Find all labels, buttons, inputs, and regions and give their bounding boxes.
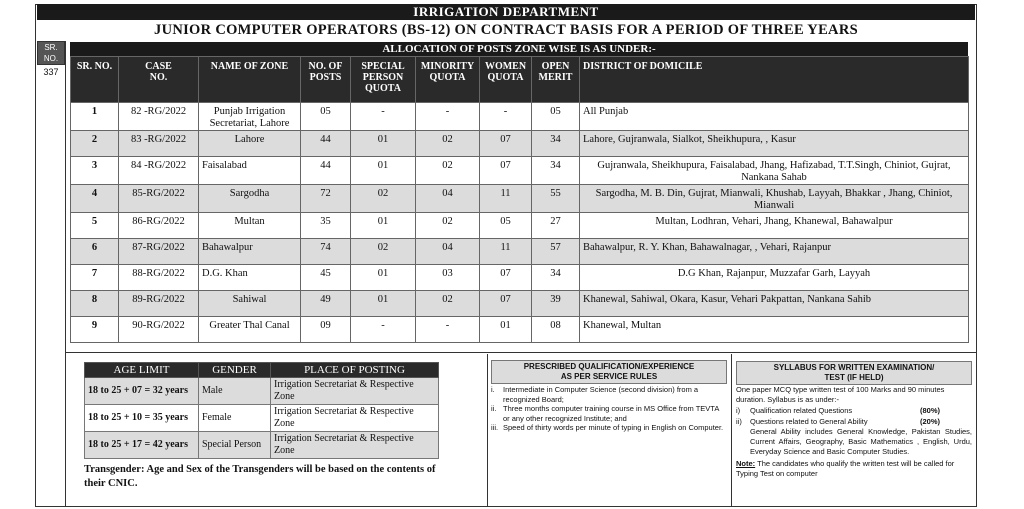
cell-women: 01 xyxy=(480,317,532,343)
department-heading: IRRIGATION DEPARTMENT xyxy=(37,4,975,20)
cell-minority: - xyxy=(416,317,480,343)
cell-case: 89-RG/2022 xyxy=(119,291,199,317)
syllabus-panel xyxy=(736,361,972,479)
cell-posts: 44 xyxy=(301,131,351,157)
list-item xyxy=(736,405,972,416)
cell-special: 01 xyxy=(351,213,416,239)
syllabus-note xyxy=(736,459,972,479)
age-header-row xyxy=(85,363,439,378)
cell-sr: 5 xyxy=(71,213,119,239)
cell-special: 01 xyxy=(351,157,416,185)
cell-sr: 6 xyxy=(71,239,119,265)
cell-minority: 02 xyxy=(416,157,480,185)
table-row xyxy=(71,213,969,239)
cell-posts: 72 xyxy=(301,185,351,213)
cell-minority: 03 xyxy=(416,265,480,291)
cell-zone: Greater Thal Canal xyxy=(199,317,301,343)
cell-zone: D.G. Khan xyxy=(199,265,301,291)
cell-posts: 35 xyxy=(301,213,351,239)
cell-minority: 04 xyxy=(416,185,480,213)
post-title: JUNIOR COMPUTER OPERATORS (BS-12) ON CONTRACT BASIS FOR A PERIOD OF THREE YEARS xyxy=(154,22,858,38)
sr-label-line-1: SR. xyxy=(44,43,58,52)
list-item-text: Intermediate in Computer Science (second division) from a recognized Board; xyxy=(503,385,699,404)
list-item-text: Three months computer training course in MS Office from TEVTA or any other recognized Institute; and xyxy=(503,404,719,423)
cell-minority: 02 xyxy=(416,291,480,317)
cell-sr: 7 xyxy=(71,265,119,291)
list-item-number: ii. xyxy=(491,404,497,413)
table-row xyxy=(71,291,969,317)
cell-women: 07 xyxy=(480,265,532,291)
cell-open: 39 xyxy=(532,291,580,317)
panel-divider xyxy=(731,354,732,507)
cell-district: Gujranwala, Sheikhupura, Faisalabad, Jhang, Hafizabad, T.T.Singh, Chiniot, Gujrat, Nankana Sahab xyxy=(580,157,969,185)
cell-women: 11 xyxy=(480,239,532,265)
col-zone: NAME OF ZONE xyxy=(199,57,301,103)
cell-case: 87-RG/2022 xyxy=(119,239,199,265)
cell-minority: 02 xyxy=(416,213,480,239)
col-sr-no: SR. NO. xyxy=(71,57,119,103)
list-item xyxy=(736,416,972,427)
cell-women: - xyxy=(480,103,532,131)
cell-women: 07 xyxy=(480,291,532,317)
col-special: SPECIAL PERSON QUOTA xyxy=(351,57,416,103)
age-limit-table xyxy=(84,362,439,459)
cell-sr: 9 xyxy=(71,317,119,343)
table-row xyxy=(71,265,969,291)
general-ability-text: General Ability includes General Knowledge, Pakistan Studies, Current Affairs, Geography, Basic Mathematics , English, Urdu, Everyday Science and Basic Computer Studies. xyxy=(750,427,972,456)
cell-special: 01 xyxy=(351,265,416,291)
cell-minority: - xyxy=(416,103,480,131)
list-item xyxy=(491,404,727,423)
left-divider xyxy=(65,41,66,507)
cell-zone: Punjab Irrigation Secretariat, Lahore xyxy=(199,103,301,131)
cell-district: Bahawalpur, R. Y. Khan, Bahawalnagar, , Vehari, Rajanpur xyxy=(580,239,969,265)
table-row xyxy=(71,185,969,213)
cell-women: 07 xyxy=(480,131,532,157)
col-posts: NO. OF POSTS xyxy=(301,57,351,103)
cell-case: 88-RG/2022 xyxy=(119,265,199,291)
list-item-number: i. xyxy=(491,385,495,394)
cell-posts: 09 xyxy=(301,317,351,343)
cell-open: 34 xyxy=(532,265,580,291)
table-row xyxy=(71,317,969,343)
cell-district: Khanewal, Sahiwal, Okara, Kasur, Vehari Pakpattan, Nankana Sahib xyxy=(580,291,969,317)
cell-district: Khanewal, Multan xyxy=(580,317,969,343)
table-row xyxy=(71,131,969,157)
cell-minority: 02 xyxy=(416,131,480,157)
cell-case: 83 -RG/2022 xyxy=(119,131,199,157)
cell-sr: 4 xyxy=(71,185,119,213)
cell-zone: Lahore xyxy=(199,131,301,157)
cell-gender: Female xyxy=(199,405,271,432)
cell-open: 05 xyxy=(532,103,580,131)
cell-special: 02 xyxy=(351,239,416,265)
cell-district: Multan, Lodhran, Vehari, Jhang, Khanewal, Bahawalpur xyxy=(580,213,969,239)
list-item-text: Speed of thirty words per minute of typing in English on Computer. xyxy=(503,423,724,432)
allocation-header-row xyxy=(71,57,969,103)
qualification-panel xyxy=(491,360,727,433)
cell-case: 90-RG/2022 xyxy=(119,317,199,343)
list-item-number: i) xyxy=(736,406,741,415)
sr-label-line-2: NO. xyxy=(43,54,59,63)
allocation-table xyxy=(70,56,969,343)
cell-case: 82 -RG/2022 xyxy=(119,103,199,131)
col-women: WOMEN QUOTA xyxy=(480,57,532,103)
col-case-no: CASE NO. xyxy=(119,57,199,103)
cell-sr: 3 xyxy=(71,157,119,185)
table-row xyxy=(71,103,969,131)
syllabus-heading-line-2: TEST (IF HELD) xyxy=(824,373,884,382)
cell-district: All Punjab xyxy=(580,103,969,131)
cell-women: 11 xyxy=(480,185,532,213)
qualification-heading-line-1: PRESCRIBED QUALIFICATION/EXPERIENCE xyxy=(523,362,695,371)
cell-sr: 2 xyxy=(71,131,119,157)
list-item-number: ii) xyxy=(736,417,742,426)
cell-case: 86-RG/2022 xyxy=(119,213,199,239)
cell-open: 55 xyxy=(532,185,580,213)
cell-special: 02 xyxy=(351,185,416,213)
table-row xyxy=(85,378,439,405)
qualification-list xyxy=(491,385,727,433)
cell-open: 57 xyxy=(532,239,580,265)
list-item-percentage: (20%) xyxy=(920,417,941,426)
sr-no-value: 337 xyxy=(43,67,59,77)
cell-case: 84 -RG/2022 xyxy=(119,157,199,185)
table-row xyxy=(71,157,969,185)
cell-zone: Sargodha xyxy=(199,185,301,213)
cell-posts: 74 xyxy=(301,239,351,265)
cell-gender: Male xyxy=(199,378,271,405)
list-item xyxy=(491,385,727,404)
panel-divider xyxy=(487,354,488,507)
table-row xyxy=(85,405,439,432)
cell-open: 34 xyxy=(532,131,580,157)
cell-place: Irrigation Secretariat & Respective Zone xyxy=(271,405,439,432)
list-item-number: iii. xyxy=(491,423,499,432)
qualification-heading xyxy=(491,360,727,384)
cell-district: D.G Khan, Rajanpur, Muzzafar Garh, Layyah xyxy=(580,265,969,291)
cell-district: Sargodha, M. B. Din, Gujrat, Mianwali, Khushab, Layyah, Bhakkar , Jhang, Chiniot, Mianwali xyxy=(580,185,969,213)
cell-age: 18 to 25 + 17 = 42 years xyxy=(85,432,199,459)
list-item xyxy=(491,423,727,433)
allocation-heading: ALLOCATION OF POSTS ZONE WISE IS AS UNDER:- xyxy=(70,42,968,56)
cell-zone: Sahiwal xyxy=(199,291,301,317)
cell-age: 18 to 25 + 10 = 35 years xyxy=(85,405,199,432)
table-row xyxy=(85,432,439,459)
col-place-of-posting: PLACE OF POSTING xyxy=(271,363,439,378)
cell-place: Irrigation Secretariat & Respective Zone xyxy=(271,378,439,405)
list-item-percentage: (80%) xyxy=(920,406,941,415)
cell-age: 18 to 25 + 07 = 32 years xyxy=(85,378,199,405)
list-item-text: Qualification related Questions xyxy=(750,406,853,415)
syllabus-heading xyxy=(736,361,972,385)
cell-posts: 45 xyxy=(301,265,351,291)
col-age-limit: AGE LIMIT xyxy=(85,363,199,378)
cell-open: 34 xyxy=(532,157,580,185)
cell-posts: 05 xyxy=(301,103,351,131)
cell-special: - xyxy=(351,103,416,131)
qualification-heading-line-2: AS PER SERVICE RULES xyxy=(560,372,658,381)
cell-zone: Bahawalpur xyxy=(199,239,301,265)
col-gender: GENDER xyxy=(199,363,271,378)
cell-minority: 04 xyxy=(416,239,480,265)
note-label: Note: xyxy=(736,459,756,468)
list-item-text: Questions related to General Ability xyxy=(750,417,868,426)
cell-open: 08 xyxy=(532,317,580,343)
age-limit-panel xyxy=(84,362,442,491)
cell-zone: Faisalabad xyxy=(199,157,301,185)
col-open-merit: OPEN MERIT xyxy=(532,57,580,103)
section-divider xyxy=(66,352,976,353)
cell-special: 01 xyxy=(351,291,416,317)
cell-open: 27 xyxy=(532,213,580,239)
table-row xyxy=(71,239,969,265)
cell-district: Lahore, Gujranwala, Sialkot, Sheikhupura, , Kasur xyxy=(580,131,969,157)
note-text: The candidates who qualify the written test will be called for Typing Test on computer xyxy=(736,459,955,478)
cell-case: 85-RG/2022 xyxy=(119,185,199,213)
cell-women: 05 xyxy=(480,213,532,239)
col-district: DISTRICT OF DOMICILE xyxy=(580,57,969,103)
cell-place: Irrigation Secretariat & Respective Zone xyxy=(271,432,439,459)
sr-no-label xyxy=(37,41,65,65)
syllabus-intro: One paper MCQ type written test of 100 Marks and 90 minutes duration. Syllabus is as under:- xyxy=(736,385,945,404)
cell-sr: 1 xyxy=(71,103,119,131)
col-minority: MINORITY QUOTA xyxy=(416,57,480,103)
cell-gender: Special Person xyxy=(199,432,271,459)
cell-posts: 49 xyxy=(301,291,351,317)
cell-sr: 8 xyxy=(71,291,119,317)
cell-women: 07 xyxy=(480,157,532,185)
cell-special: 01 xyxy=(351,131,416,157)
cell-posts: 44 xyxy=(301,157,351,185)
cell-zone: Multan xyxy=(199,213,301,239)
cell-special: - xyxy=(351,317,416,343)
transgender-note: Transgender: Age and Sex of the Transgenders will be based on the contents of their CNIC. xyxy=(84,464,436,489)
syllabus-heading-line-1: SYLLABUS FOR WRITTEN EXAMINATION/ xyxy=(773,363,935,372)
